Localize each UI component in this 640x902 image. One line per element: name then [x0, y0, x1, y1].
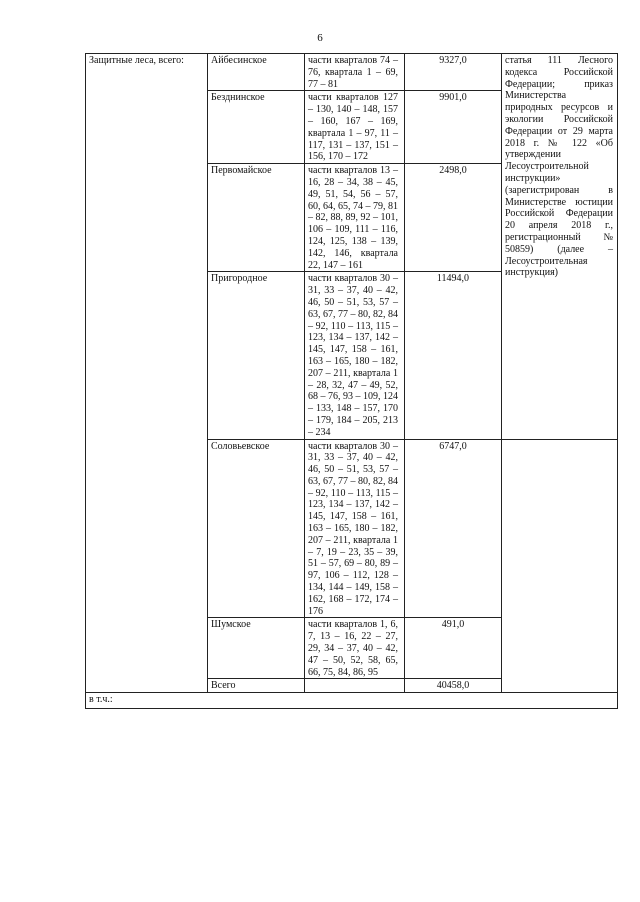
- legal-basis-continuation: [502, 439, 618, 693]
- total-area: 40458,0: [405, 679, 502, 693]
- table-row: [86, 54, 618, 91]
- quarters-text: части кварталов 127 – 130, 140 – 148, 157 – 160, 167 – 169, квартала 1 – 97, 11 – 117, 131 – 137, 151 – 156, 170 – 172: [308, 92, 398, 163]
- forest-table: [85, 53, 618, 709]
- area-cell: 491,0: [405, 618, 502, 679]
- category-label: Защитные леса, всего:: [89, 55, 184, 66]
- quarters-text: части кварталов 1, 6, 7, 13 – 16, 22 – 27, 29, 34 – 37, 40 – 42, 47 – 50, 52, 58, 65, 66, 75, 84, 86, 95: [308, 619, 398, 678]
- legal-basis-cell: [502, 54, 618, 440]
- area-cell: 6747,0: [405, 439, 502, 618]
- total-quarters-empty: [305, 679, 405, 693]
- district-name: Айбесинское: [208, 54, 305, 91]
- quarters-text: части кварталов 30 – 31, 33 – 37, 40 – 42, 46, 50 – 51, 53, 57 – 63, 67, 77 – 80, 82, 84 – 92, 110 – 113, 115 – 123, 134 – 137, 142 – 145, 147, 158 – 161, 163 – 165, 180 – 182, 207 – 211, квартала 1 – 28, 32, 47 – 49, 52, 68 – 76, 93 – 109, 124 – 133, 148 – 157, 170 – 179, 184 – 205, 213 – 234: [308, 273, 398, 438]
- total-label: Всего: [208, 679, 305, 693]
- quarters-text: части кварталов 13 – 16, 28 – 34, 38 – 45, 49, 51, 54, 56 – 57, 60, 64, 65, 74 – 79, 81 – 82, 88, 89, 92 – 101, 106 – 109, 111 – 116, 124, 125, 138 – 139, 142, 146, квартала 22, 147 – 161: [308, 165, 398, 271]
- quarters-cell: [305, 439, 405, 618]
- district-name: Шумское: [208, 618, 305, 679]
- quarters-text: части кварталов 74 – 76, квартала 1 – 69, 77 – 81: [308, 55, 398, 90]
- district-name: Первомайское: [208, 164, 305, 272]
- quarters-text: части кварталов 30 – 31, 33 – 37, 40 – 42, 46, 50 – 51, 53, 57 – 63, 67, 77 – 80, 82, 84 – 92, 110 – 113, 115 – 123, 134 – 137, 142 – 145, 147, 158 – 161, 163 – 165, 180 – 182, 207 – 211, квартала 1 – 7, 19 – 23, 35 – 39, 51 – 57, 69 – 80, 89 – 97, 106 – 112, 128 – 134, 144 – 149, 158 – 162, 168 – 172, 174 – 176: [308, 440, 398, 617]
- page-number: 6: [317, 32, 323, 44]
- quarters-cell: [305, 272, 405, 439]
- area-cell: 2498,0: [405, 164, 502, 272]
- area-cell: 9901,0: [405, 91, 502, 164]
- category-cell: [86, 54, 208, 693]
- area-cell: 9327,0: [405, 54, 502, 91]
- district-name: Соловьевское: [208, 439, 305, 618]
- district-name: Безднинское: [208, 91, 305, 164]
- district-name: Пригородное: [208, 272, 305, 439]
- quarters-cell: [305, 618, 405, 679]
- quarters-cell: [305, 54, 405, 91]
- footer-cell: [86, 693, 618, 709]
- area-cell: 11494,0: [405, 272, 502, 439]
- quarters-cell: [305, 164, 405, 272]
- quarters-cell: [305, 91, 405, 164]
- legal-basis-text: статья 111 Лесного кодекса Российской Федерации; приказ Министерства природных ресурсов и экологии Российской Федерации от 29 марта 2018 г. № 122 «Об утверждении Лесоустроительной инструкции» (зарегистрирован в Министерстве юстиции Российской Федерации 20 апреля 2018 г., регистрационный № 50859) (далее – Лесоустроительная инструкция): [505, 55, 613, 279]
- footer-label: в т.ч.:: [89, 694, 113, 706]
- footer-row: [86, 693, 618, 709]
